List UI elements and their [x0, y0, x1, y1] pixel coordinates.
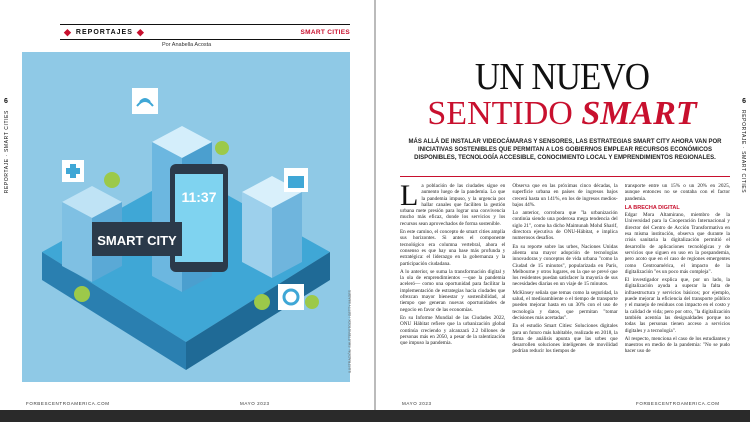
left-page	[0, 0, 374, 410]
footer-date: MAYO 2023	[240, 401, 270, 406]
body-paragraph: Lo anterior, corrobora que "la urbanización continúa siendo una poderosa mega tendencia del siglo 21", como ha dicho Maimunah Mohd Sharif, directora ejecutiva de ONU-Hábitat, e implica numerosos desafíos.	[512, 210, 618, 242]
body-paragraph: La población de las ciudades sigue en aumento luego de la pandemia. Lo que la pandemia impuso, y la urgencia por hallar canales que faciliten la gestión urbana mete presión para lograr una convivencia mucho más eficaz, donde los servicios y los recursos sean aprovechados de forma sostenible.	[400, 183, 506, 227]
body-paragraph: En este camino, el concepto de smart cities amplía sus horizontes. Si antes el componente tecnológico era columna vertebral, ahora el consenso es que hay una base más profunda y estratégica: el liderazgo en la gobernanza y la participación ciudadana.	[400, 229, 506, 267]
body-paragraph: En su reporte sobre las urbes, Naciones Unidas alienta una mayor adopción de tecnologías innovadoras y conceptos de vida urbana "como la Ciudad de 15 minutos", popularizada en París, Melbourne y otros lugares, en la que se prevé que los residentes puedan satisfacer la mayoría de sus necesidades diarias en un viaje de 15 minutos.	[512, 243, 618, 288]
body-column-1	[400, 183, 505, 395]
byline: Por Anabella Acosta	[162, 42, 212, 48]
headline-line-1: UN NUEVO	[474, 56, 650, 98]
body-paragraph: transporte entre un 15% o un 20% en 2025, aunque entonces no se contaba con el factor pandemia.	[624, 183, 730, 202]
side-label: REPORTAJE · SMART CITIES	[4, 110, 10, 194]
footer-date: MAYO 2023	[402, 401, 432, 406]
drop-cap: L	[400, 183, 419, 212]
bullet-icon: ◆	[64, 26, 72, 37]
side-label: REPORTAJE · SMART CITIES	[740, 110, 746, 194]
illustration-credit: ILUSTRACIÓN: SHUTTERSTOCK / GETTY IMAGES	[348, 290, 352, 374]
body-paragraph: McKinsey señala que temas como la seguridad, la salud, el medioambiente o el tiempo de transporte pueden mejorar hasta en un 30% con el uso de tecnología y datos, que permitan "tomar decisiones más acertadas".	[512, 289, 618, 321]
headline-line-2	[392, 96, 732, 132]
body-paragraph: Al respecto, menciona el caso de los estudiantes y maestros en medio de la pandemia: "No se pudo hacer uso de	[624, 335, 730, 355]
headline-smart: SMART	[581, 95, 697, 132]
right-page	[376, 0, 750, 410]
smart-city-illustration	[22, 52, 350, 382]
article-deck: MÁS ALLÁ DE INSTALAR VIDEOCÁMARAS Y SENSORES, LAS ESTRATEGIAS SMART CITY AHORA VAN POR INICIATIVAS SOSTENIBLES QUE PERMITAN A LOS GOBIERNOS EMPLEAR RECURSOS ECONÓMICOS DISPONIBLES, TECNOLOGÍA ACCESIBLE, CONOCIMIENTO LOCAL Y EMPRENDIMIENTOS REGIONALES.	[408, 139, 722, 161]
body-column-2	[512, 183, 617, 395]
article-body	[400, 183, 730, 395]
section-title: REPORTAJES	[75, 28, 133, 36]
page-number: 6	[742, 98, 746, 105]
bullet-icon: ◆	[136, 26, 145, 37]
section-subtitle: SMART CITIES	[300, 28, 350, 36]
body-paragraph: A lo anterior, se suma la transformación digital y la ola de emprendimientos —que la pandemia aceleró— como una oportunidad para facilitar la implementación de estrategias hacia ciudades que ofrezcan mayor bienestar y sostenibilidad, al tiempo que generan nuevas oportunidades de negocio en favor de las economías.	[400, 268, 506, 313]
smart-city-sign: SMART CITY	[97, 233, 177, 248]
headline-sentido: SENTIDO	[427, 95, 582, 132]
body-paragraph: En su Informe Mundial de las Ciudades 2022, ONU Hábitat refiere que la urbanización global continúa creciendo y alcanzará 2.2 billones de personas más en 2050, a pesar de la ralentización que impuso la pandemia.	[400, 314, 506, 347]
background-edge	[0, 410, 750, 422]
section-header	[60, 24, 350, 40]
footer-site: FORBESCENTROAMERICA.COM	[636, 401, 720, 406]
subheading: LA BRECHA DIGITAL	[624, 204, 680, 211]
phone-clock: 11:37	[181, 189, 217, 205]
page-number: 6	[4, 98, 8, 105]
divider	[400, 176, 730, 177]
body-paragraph: Observa que en las próximas cinco décadas, la superficie urbana en países de ingresos bajos crecerá hasta un 141%, en los de ingresos medios-bajos 44%.	[512, 183, 618, 208]
body-paragraph: En el estudio Smart Cities: Soluciones digitales para un futuro más habitable, realizado en 2018, la firma de análisis apunta que las urbes que desarrollen soluciones inteligentes de movilidad podrían reducir los tiempos de	[512, 323, 618, 355]
footer-site: FORBESCENTROAMERICA.COM	[26, 401, 110, 406]
city-isometric-graphic	[22, 52, 350, 382]
body-column-3	[625, 183, 730, 395]
body-paragraph: El investigador explica que, por un lado, la digitalización ayuda a superar la falta de infraestructura y servicios básicos; por ejemplo, puede mejorar la eficiencia del transporte público y el manejo de residuos con impacto en el costo y la calidad de vida; pero por otro, "la digitalización también acentúa las desigualdades porque no todas las personas tienen acceso a servicios digitales y a tecnología".	[624, 277, 730, 334]
body-paragraph: Edgar Mora Altamirano, miembro de la Universidad para la Cooperación Internacional y director del Centro de Acción Transformativa en esa misma institución, observa que durante la crisis sanitaria la digitalización permitió el desarrollo de aplicaciones tecnológicas y de servicios que siguen en uso en la pospandemia, pero acoto que en el caso de regiones emergentes como Centroamérica, el impacto de la digitalización "es un poco más compleja".	[624, 212, 730, 275]
